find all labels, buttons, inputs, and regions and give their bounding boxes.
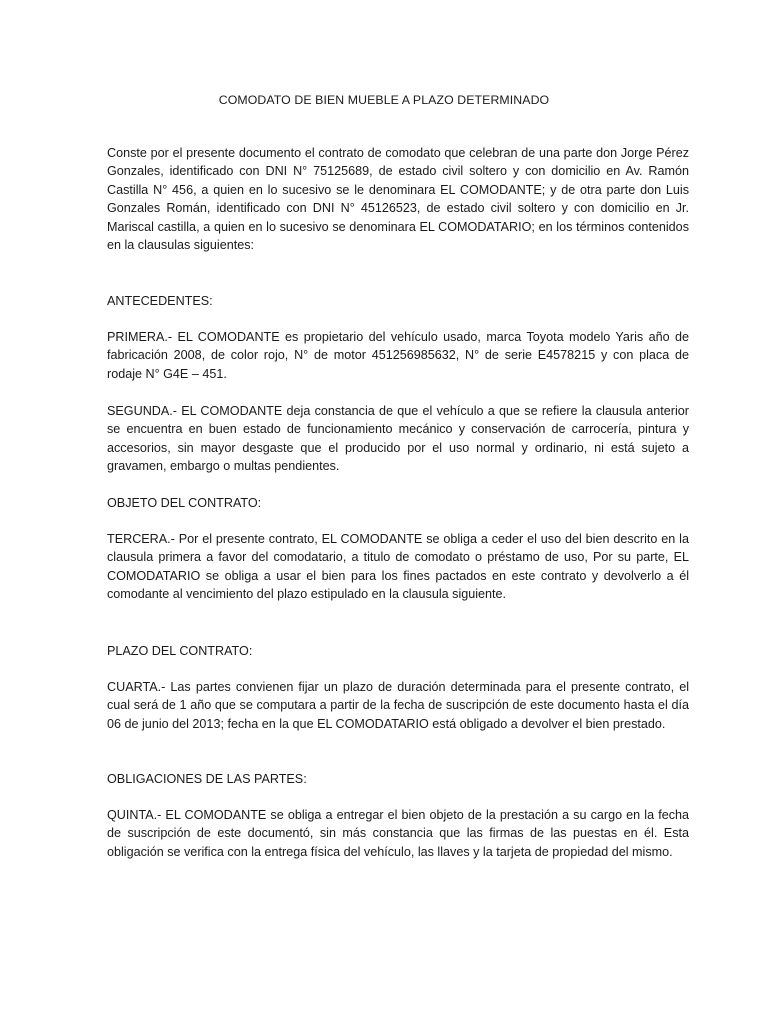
- clause-cuarta: CUARTA.- Las partes convienen fijar un plazo de duración determinada para el presente contrato, el cual será de 1 año que se computara a partir de la fecha de suscripción de este documento hasta el día 06 de junio del 2013; fecha en la que EL COMODATARIO está obligado a devolver el bien prestado.: [107, 680, 689, 731]
- section-heading-plazo: PLAZO DEL CONTRATO:: [107, 644, 253, 658]
- document-title: COMODATO DE BIEN MUEBLE A PLAZO DETERMINADO: [218, 93, 550, 107]
- clause-quinta: QUINTA.- EL COMODANTE se obliga a entregar el bien objeto de la prestación a su cargo en la fecha de suscripción de este documentó, sin más constancia que las firmas de las puestas en él. Esta obligación se verifica con la entrega física del vehículo, las llaves y la tarjeta de propiedad del mismo.: [107, 808, 689, 859]
- section-heading-antecedentes: ANTECEDENTES:: [107, 294, 213, 308]
- clause-segunda: SEGUNDA.- EL COMODANTE deja constancia de que el vehículo a que se refiere la clausula anterior se encuentra en buen estado de funcionamiento mecánico y conservación de carrocería, pintura y accesorios, sin mayor desgaste que el producido por el uso normal y ordinario, ni está sujeto a gravamen, embargo o multas pendientes.: [107, 404, 689, 474]
- section-heading-obligaciones: OBLIGACIONES DE LAS PARTES:: [107, 772, 307, 786]
- clause-primera: PRIMERA.- EL COMODANTE es propietario del vehículo usado, marca Toyota modelo Yaris año de fabricación 2008, de color rojo, N° de motor 451256985632, N° de serie E4578215 y con placa de rodaje N° G4E – 451.: [107, 330, 689, 381]
- intro-paragraph: Conste por el presente documento el contrato de comodato que celebran de una parte don Jorge Pérez Gonzales, identificado con DNI N° 75125689, de estado civil soltero y con domicilio en Av. Ramón Castilla N° 456, a quien en lo sucesivo se le denominara EL COMODANTE; y de otra parte don Luis Gonzales Román, identificado con DNI N° 45126523, de estado civil soltero y con domicilio en Jr. Mariscal castilla, a quien en lo sucesivo se denominara EL COMODATARIO; en los términos contenidos en la clausulas siguientes:: [107, 146, 689, 253]
- section-heading-objeto: OBJETO DEL CONTRATO:: [107, 496, 262, 510]
- clause-tercera: TERCERA.- Por el presente contrato, EL COMODANTE se obliga a ceder el uso del bien descrito en la clausula primera a favor del comodatario, a titulo de comodato o préstamo de uso, Por su parte, EL COMODATARIO se obliga a usar el bien para los fines pactados en este contrato y devolverlo a él comodante al vencimiento del plazo estipulado en la clausula siguiente.: [107, 532, 689, 602]
